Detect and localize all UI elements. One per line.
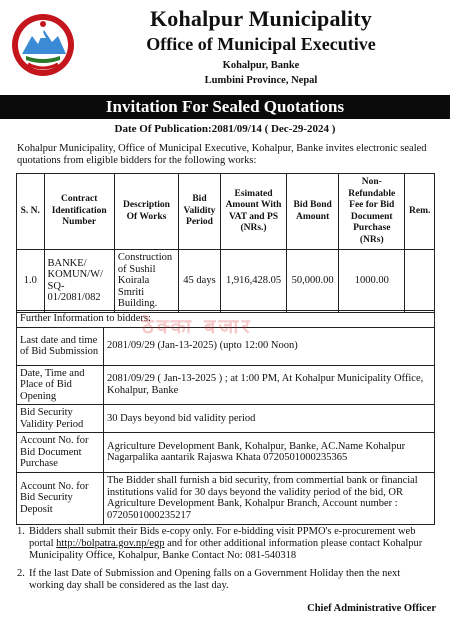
address-line-2: Lumbini Province, Nepal [204,75,318,86]
info-row-security-validity [17,405,435,433]
signature-title: Chief Administrative Officer [307,603,436,614]
cell-fee: 1000.00 [339,250,405,313]
egp-portal-link[interactable]: http://bolpatra.gov.np/egp [56,538,165,549]
note-text: If the last Date of Submission and Opening falls on a Government Holiday then the next working day shall be considered as the last day. [29,568,401,591]
note-text-part: and for other additional information please contact Kohalpur Municipality Office, Kohalpur, Banke Contact No: 081-540318 [29,538,423,561]
info-label: Bid Security Validity Period [17,405,104,433]
municipality-title: Kohalpur Municipality [149,6,372,31]
letterhead [0,0,450,96]
note-1 [17,526,436,562]
info-label: Account No. for Bid Document Purchase [17,433,104,473]
further-info-label: Further Information to bidders: [17,311,435,328]
info-value: Agriculture Development Bank, Kohalpur, Banke, AC.Name Kohalpur Nagarpalika aantarik Rajaswa Khata 0720501000235365 [104,433,435,473]
info-row-security-account [17,472,435,524]
note-2 [17,568,436,592]
watermark: ठेक्का बजार [142,314,253,338]
info-label: Last date and time of Bid Submission [17,327,104,365]
note-number: 2. [17,568,25,579]
cell-remarks [405,250,435,313]
note-number: 1. [17,526,25,537]
further-info-table [16,310,435,525]
info-value: 2081/09/29 ( Jan-13-2025 ) ; at 1:00 PM, At Kohalpur Municipality Office, Kohalpur, Banke [104,365,435,405]
notes [17,526,436,598]
info-value: The Bidder shall furnish a bid security, from commertial bank or financial institutions valid for 30 days beyond the validity period of the bid, OR Agriculture Development Bank, Kohalpur Branch, Account number : 0720501000235217 [104,472,435,524]
note-text-part: Bidders shall submit their Bids e-copy only. For e-bidding visit PPMO's e-procurement web portal [29,526,416,549]
cell-amount: 1,916,428.05 [220,250,286,313]
info-label: Date, Time and Place of Bid Opening [17,365,104,405]
col-header-bid-bond: Bid Bond Amount [287,174,339,250]
nepal-emblem-icon [10,12,76,78]
col-header-estimated-amount: Esimated Amount With VAT and PS (NRs.) [220,174,286,250]
note-text [29,526,436,562]
col-header-description: Description Of Works [114,174,178,250]
col-header-remarks: Rem. [405,174,435,250]
office-title: Office of Municipal Executive [146,34,376,54]
cell-description: Construction of Sushil Koirala Smriti Building. [114,250,178,313]
publication-date: Date Of Publication:2081/09/14 ( Dec-29-2024 ) [114,123,336,135]
col-header-validity: Bid Validity Period [179,174,221,250]
col-header-fee: Non-Refundable Fee for Bid Document Purchase (NRs) [339,174,405,250]
cell-contract-id: BANKE/ KOMUN/W/ SQ- 01/2081/082 [44,250,114,313]
address-line-1: Kohalpur, Banke [222,60,300,71]
col-header-contract-id: Contract Identification Number [44,174,114,250]
table-row [17,250,435,313]
works-table [16,173,435,313]
works-table-header-row [17,174,435,250]
notice-title-banner: Invitation For Sealed Quotations [0,95,450,119]
cell-validity: 45 days [179,250,221,313]
info-row-opening [17,365,435,405]
info-label: Account No. for Bid Security Deposit [17,472,104,524]
info-value: 30 Days beyond bid validity period [104,405,435,433]
cell-sn: 1.0 [17,250,45,313]
cell-bond: 50,000.00 [287,250,339,313]
intro-paragraph: Kohalpur Municipality, Office of Municipal Executive, Kohalpur, Banke invites electronic sealed quotations from eligible bidders for the following works: [17,143,427,166]
col-header-sn: S. N. [17,174,45,250]
info-value: 2081/09/29 (Jan-13-2025) (upto 12:00 Noon) [104,327,435,365]
info-row-document-account [17,433,435,473]
